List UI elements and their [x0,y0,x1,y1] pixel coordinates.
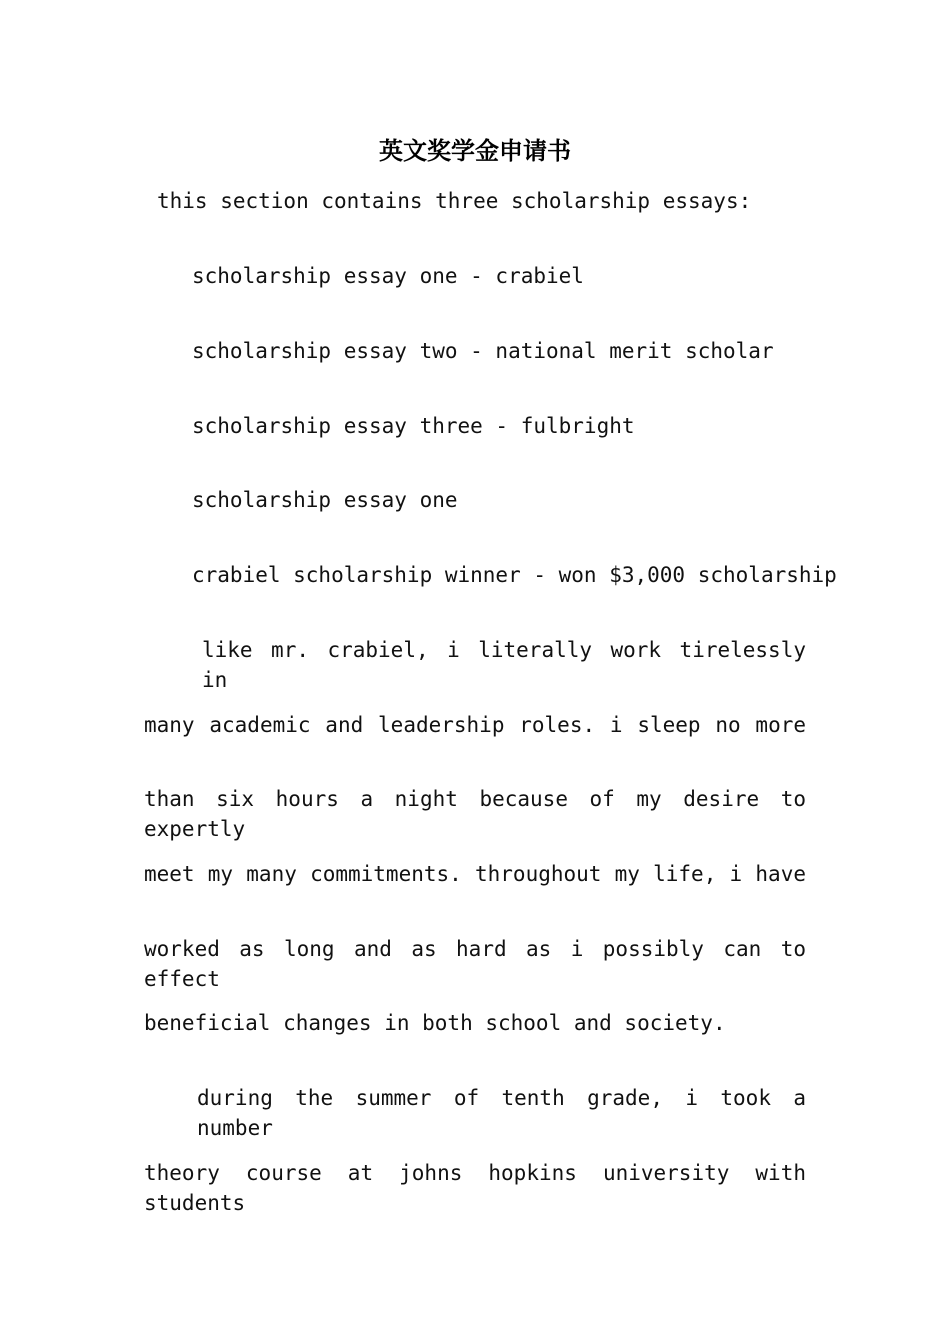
paragraph-line: beneficial changes in both school and society. [144,1011,726,1035]
paragraph-line: worked as long and as hard as i possibly can to effect [144,937,806,991]
paragraph-line: many academic and leadership roles. i sleep no more [144,713,806,737]
intro-line: this section contains three scholarship essays: [157,189,752,213]
paragraph-line: like mr. crabiel, i literally work tirelessly in [202,638,806,692]
essay-list-item-two: scholarship essay two - national merit scholar [192,339,774,363]
essay-subheading: crabiel scholarship winner - won $3,000 scholarship [192,563,837,587]
essay-list-item-one: scholarship essay one - crabiel [192,264,584,288]
document-title: 英文奖学金申请书 [379,136,571,165]
paragraph-line: than six hours a night because of my desire to expertly [144,787,806,841]
paragraph-line: meet my many commitments. throughout my life, i have [144,862,806,886]
essay-heading: scholarship essay one [192,488,458,512]
paragraph-line: theory course at johns hopkins university with students [144,1161,806,1215]
essay-list-item-three: scholarship essay three - fulbright [192,414,635,438]
paragraph-line: during the summer of tenth grade, i took a number [197,1086,806,1140]
